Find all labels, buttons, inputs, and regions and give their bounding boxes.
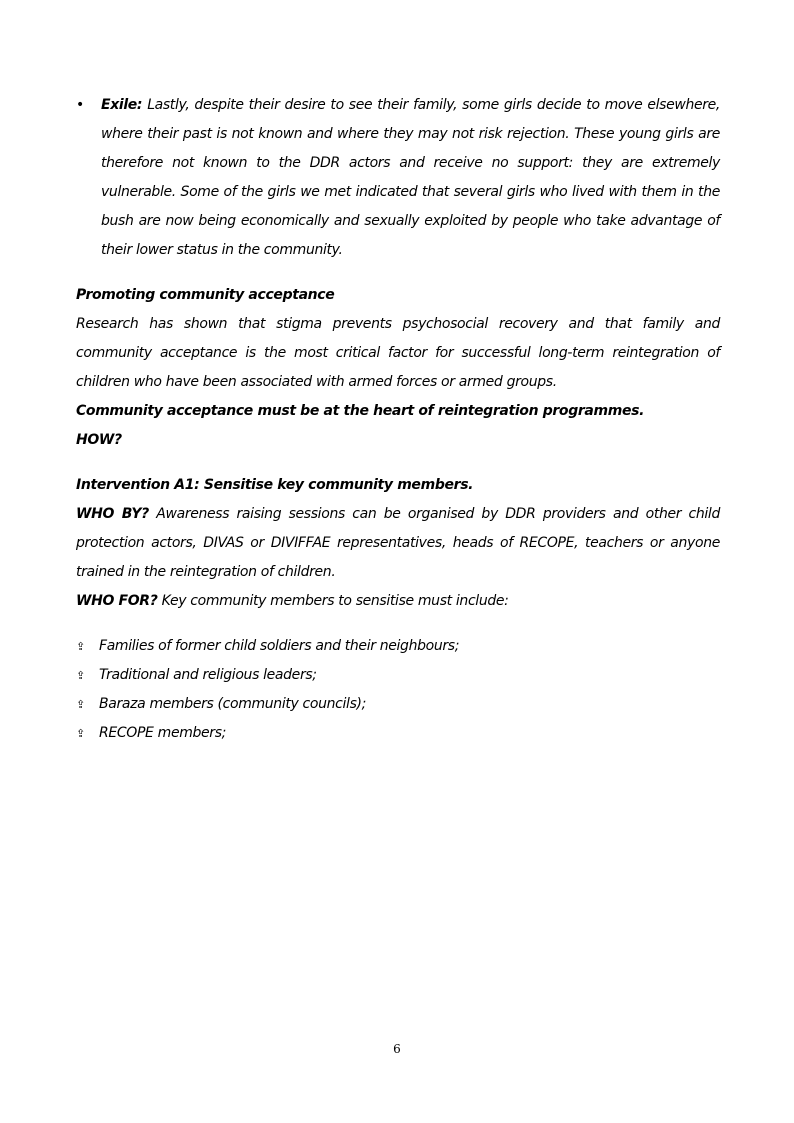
exile-text: Lastly, despite their desire to see their family, some girls decide to move elsewhere, where their past is not known and where they may not risk rejection. These young girls are therefore not known to the DDR actors and receive no support: they are extremely vulnerable. Some of the girls we met indicated that several girls who lived with them in the bush are now being economically and sexually exploited by people who take advantage of their lower status in the community. xyxy=(101,97,720,258)
who-for-paragraph xyxy=(76,587,720,616)
exile-term: Exile: xyxy=(101,97,143,113)
arrow-up-icon: ⇪ xyxy=(76,727,85,740)
promoting-heading: Promoting community acceptance xyxy=(76,287,335,303)
exile-paragraph xyxy=(101,91,720,265)
list-item xyxy=(76,719,720,748)
intervention-section xyxy=(76,471,720,616)
community-acceptance-emphasis: Community acceptance must be at the heart of reintegration programmes. xyxy=(76,403,645,419)
page-number: 6 xyxy=(393,1042,401,1056)
bullet-icon: • xyxy=(76,97,85,113)
who-for-text: Key community members to sensitise must include: xyxy=(161,593,509,609)
list-item-text: Families of former child soldiers and their neighbours; xyxy=(99,638,460,654)
who-for-label: WHO FOR? xyxy=(76,593,158,609)
community-members-list xyxy=(76,632,720,748)
list-item xyxy=(76,661,720,690)
list-item xyxy=(76,690,720,719)
who-by-label: WHO BY? xyxy=(76,506,149,522)
arrow-up-icon: ⇪ xyxy=(76,698,85,711)
promoting-section xyxy=(76,281,720,455)
arrow-up-icon: ⇪ xyxy=(76,669,85,682)
arrow-up-icon: ⇪ xyxy=(76,640,85,653)
list-item-text: RECOPE members; xyxy=(99,725,227,741)
list-item-text: Baraza members (community councils); xyxy=(99,696,367,712)
intervention-heading: Intervention A1: Sensitise key community members. xyxy=(76,477,474,493)
list-item xyxy=(76,632,720,661)
who-by-text: Awareness raising sessions can be organised by DDR providers and other child protection actors, DIVAS or DIVIFFAE representatives, heads of RECOPE, teachers or anyone trained in the reintegration of children. xyxy=(76,506,720,580)
exile-bullet xyxy=(76,91,720,265)
promoting-paragraph: Research has shown that stigma prevents psychosocial recovery and that family and community acceptance is the most critical factor for successful long-term reintegration of children who have been associated with armed forces or armed groups. xyxy=(76,316,720,390)
how-heading: HOW? xyxy=(76,432,122,448)
list-item-text: Traditional and religious leaders; xyxy=(99,667,317,683)
who-by-paragraph xyxy=(76,500,720,587)
